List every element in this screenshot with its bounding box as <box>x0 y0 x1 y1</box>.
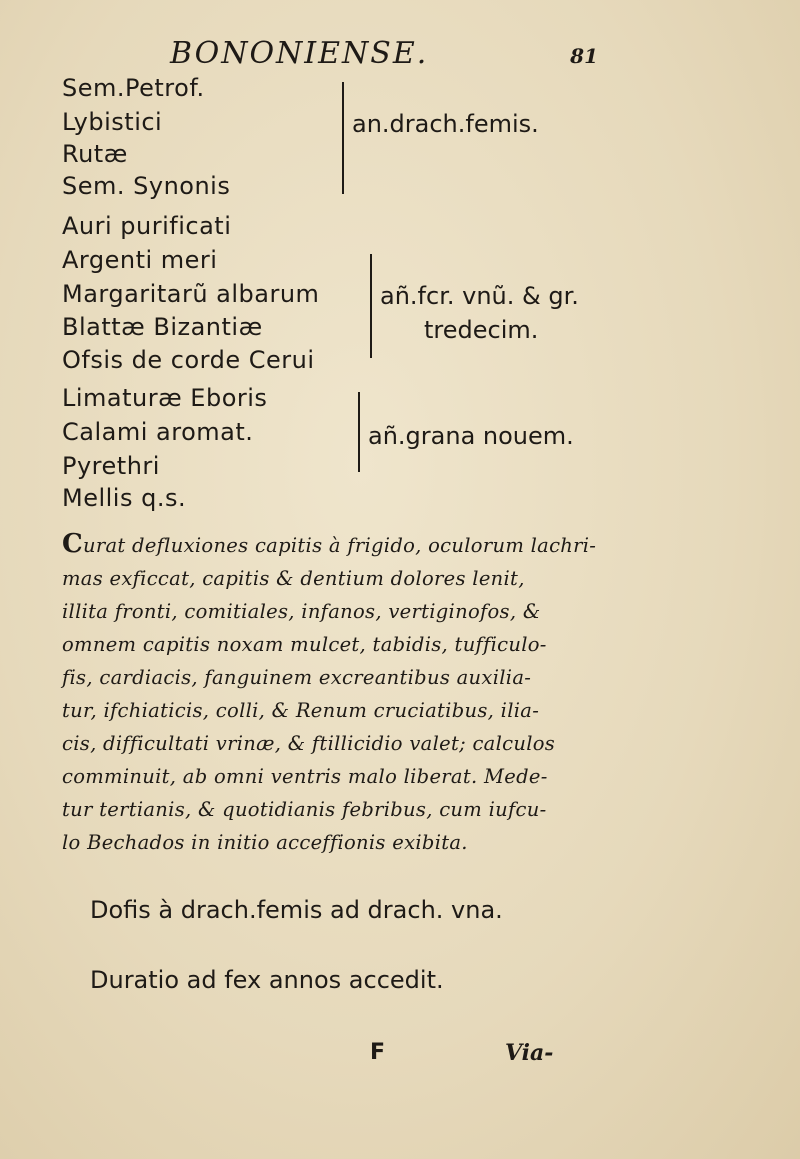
paragraph-line: lo Bechados in initio acceffionis exibita. <box>62 831 468 854</box>
paragraph-line: Curat defluxiones capitis à frigido, oculorum lachri- <box>62 529 597 559</box>
ingredient-line: Rutæ <box>62 140 128 168</box>
signature-mark: F <box>370 1040 386 1065</box>
paragraph-line: omnem capitis noxam mulcet, tabidis, tufficulo- <box>62 633 547 656</box>
ingredient-line: Argenti meri <box>62 246 218 274</box>
running-head: BONONIENSE. <box>170 36 429 71</box>
catchword: Via- <box>505 1040 554 1066</box>
ingredient-line: Calami aromat. <box>62 418 254 446</box>
paragraph-line: comminuit, ab omni ventris malo liberat. Mede- <box>62 765 548 788</box>
duratio-line: Duratio ad fex annos accedit. <box>90 966 444 994</box>
folio-number: 81 <box>570 44 598 68</box>
brace-group-3 <box>358 392 360 472</box>
paragraph-line: mas exficcat, capitis & dentium dolores lenit, <box>62 567 525 590</box>
ingredient-line: Sem.Petrof. <box>62 74 205 102</box>
dose-group-2-line-1: añ.fcr. vnũ. & gr. <box>380 282 579 310</box>
dose-group-1: an.drach.femis. <box>352 110 539 138</box>
brace-group-1 <box>342 82 344 194</box>
ingredient-line: Blattæ Bizantiæ <box>62 313 263 341</box>
ingredient-final: Mellis q.s. <box>62 484 187 512</box>
paragraph-line: illita fronti, comitiales, infanos, vertiginofos, & <box>62 600 541 623</box>
paragraph-line: tur, ifchiaticis, colli, & Renum cruciatibus, ilia- <box>62 699 540 722</box>
ingredient-line: Auri purificati <box>62 212 232 240</box>
ingredient-line: Ofsis de corde Cerui <box>62 346 315 374</box>
drop-letter: C <box>62 529 83 559</box>
brace-group-2 <box>370 254 372 358</box>
ingredient-line: Limaturæ Eboris <box>62 384 268 412</box>
dosis-line: Dofis à drach.femis ad drach. vna. <box>90 896 503 924</box>
paragraph-line: tur tertianis, & quotidianis febribus, cum iufcu- <box>62 798 547 821</box>
ingredient-line: Pyrethri <box>62 452 160 480</box>
paragraph-line: cis, difficultati vrinæ, & ftillicidio valet; calculos <box>62 732 556 755</box>
ingredient-line: Lybistici <box>62 108 163 136</box>
dose-group-3: añ.grana nouem. <box>368 422 574 450</box>
virtues-paragraph <box>62 528 622 859</box>
ingredient-line: Margaritarũ albarum <box>62 280 320 308</box>
ingredient-line: Sem. Synonis <box>62 172 231 200</box>
paragraph-line: fis, cardiacis, fanguinem excreantibus auxilia- <box>62 666 532 689</box>
dose-group-2-line-2: tredecim. <box>424 316 539 344</box>
